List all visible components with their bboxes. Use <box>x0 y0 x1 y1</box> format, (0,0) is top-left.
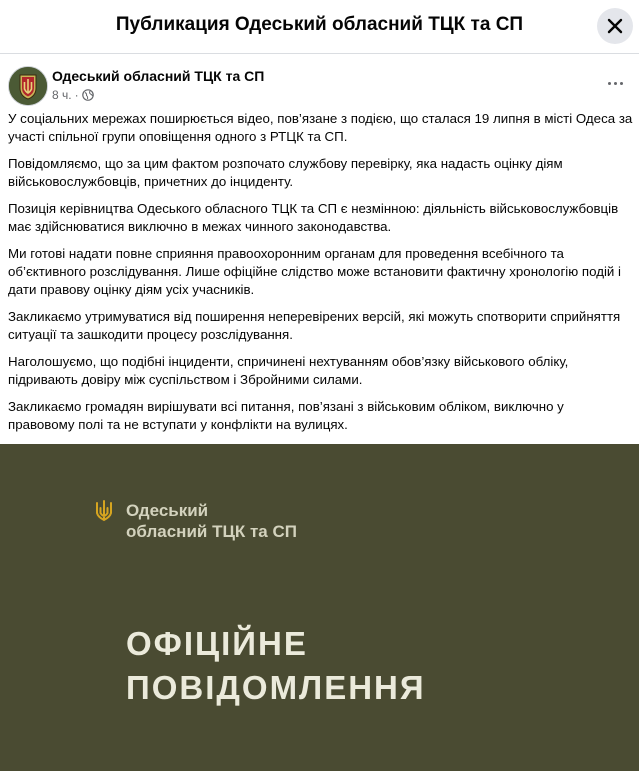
banner-org-name <box>126 500 366 542</box>
close-button[interactable] <box>597 8 633 44</box>
post-paragraph: Ми готові надати повне сприяння правоохоронним органам для проведення всебічного та об’єктивного розслідування. Лише офіційне слідство може встановити фактичну хронологію подій і дати правову оцінку діям усіх учасників. <box>8 246 622 297</box>
modal-header <box>0 0 639 54</box>
trident-icon <box>95 500 113 522</box>
more-dot <box>614 82 617 85</box>
post-paragraph: Повідомляємо, що за цим фактом розпочато службову перевірку, яка надасть оцінку діям військовослужбовців, причетних до інциденту. <box>8 156 563 189</box>
post-paragraph: Закликаємо громадян вирішувати всі питання, пов’язані з військовим обліком, виключно у правовому полі та не вступати у конфлікти на вулицях. <box>8 399 564 432</box>
meta-separator: · <box>74 88 79 102</box>
more-options-button[interactable] <box>599 70 631 96</box>
banner-org-line: Одеський <box>126 501 209 520</box>
post-time[interactable]: 8 ч. <box>52 88 72 102</box>
post-header <box>8 66 631 106</box>
banner-org-line: обласний ТЦК та СП <box>126 522 297 541</box>
post-paragraph: Закликаємо утримуватися від поширення неперевірених версій, які можуть спотворити сприйняття ситуації та зашкодити процесу розслідування. <box>8 309 621 342</box>
globe-icon[interactable] <box>82 89 94 101</box>
banner-headline-line: ПОВІДОМЛЕННЯ <box>126 669 426 706</box>
more-dot <box>620 82 623 85</box>
close-icon <box>607 18 623 34</box>
post-paragraph: Позиція керівництва Одеського обласного ТЦК та СП є незмінною: діяльність військовослужбовців має здійснюватися виключно в межах чинного законодавства. <box>8 201 619 234</box>
banner-headline-line: ОФІЦІЙНЕ <box>126 625 308 662</box>
emblem-icon <box>9 67 47 105</box>
page-name-link[interactable]: Одеський обласний ТЦК та СП <box>52 68 265 84</box>
avatar[interactable] <box>8 66 48 106</box>
post-paragraph: У соціальних мережах поширюється відео, пов’язане з подією, що сталася 19 липня в місті Одеса за участі спільної групи оповіщення одного з РТЦК та СП. <box>8 111 633 144</box>
post-image[interactable] <box>0 444 639 771</box>
modal-title: Публикация Одеський обласний ТЦК та СП <box>115 14 524 35</box>
post-meta <box>52 88 94 102</box>
post-body <box>8 110 633 443</box>
banner-headline <box>126 622 626 710</box>
more-horizontal-icon <box>608 82 611 85</box>
post-paragraph: Наголошуємо, що подібні інциденти, спричинені нехтуванням обов’язку військового обліку, підривають довіру між суспільством і Збройними силами. <box>8 354 569 387</box>
